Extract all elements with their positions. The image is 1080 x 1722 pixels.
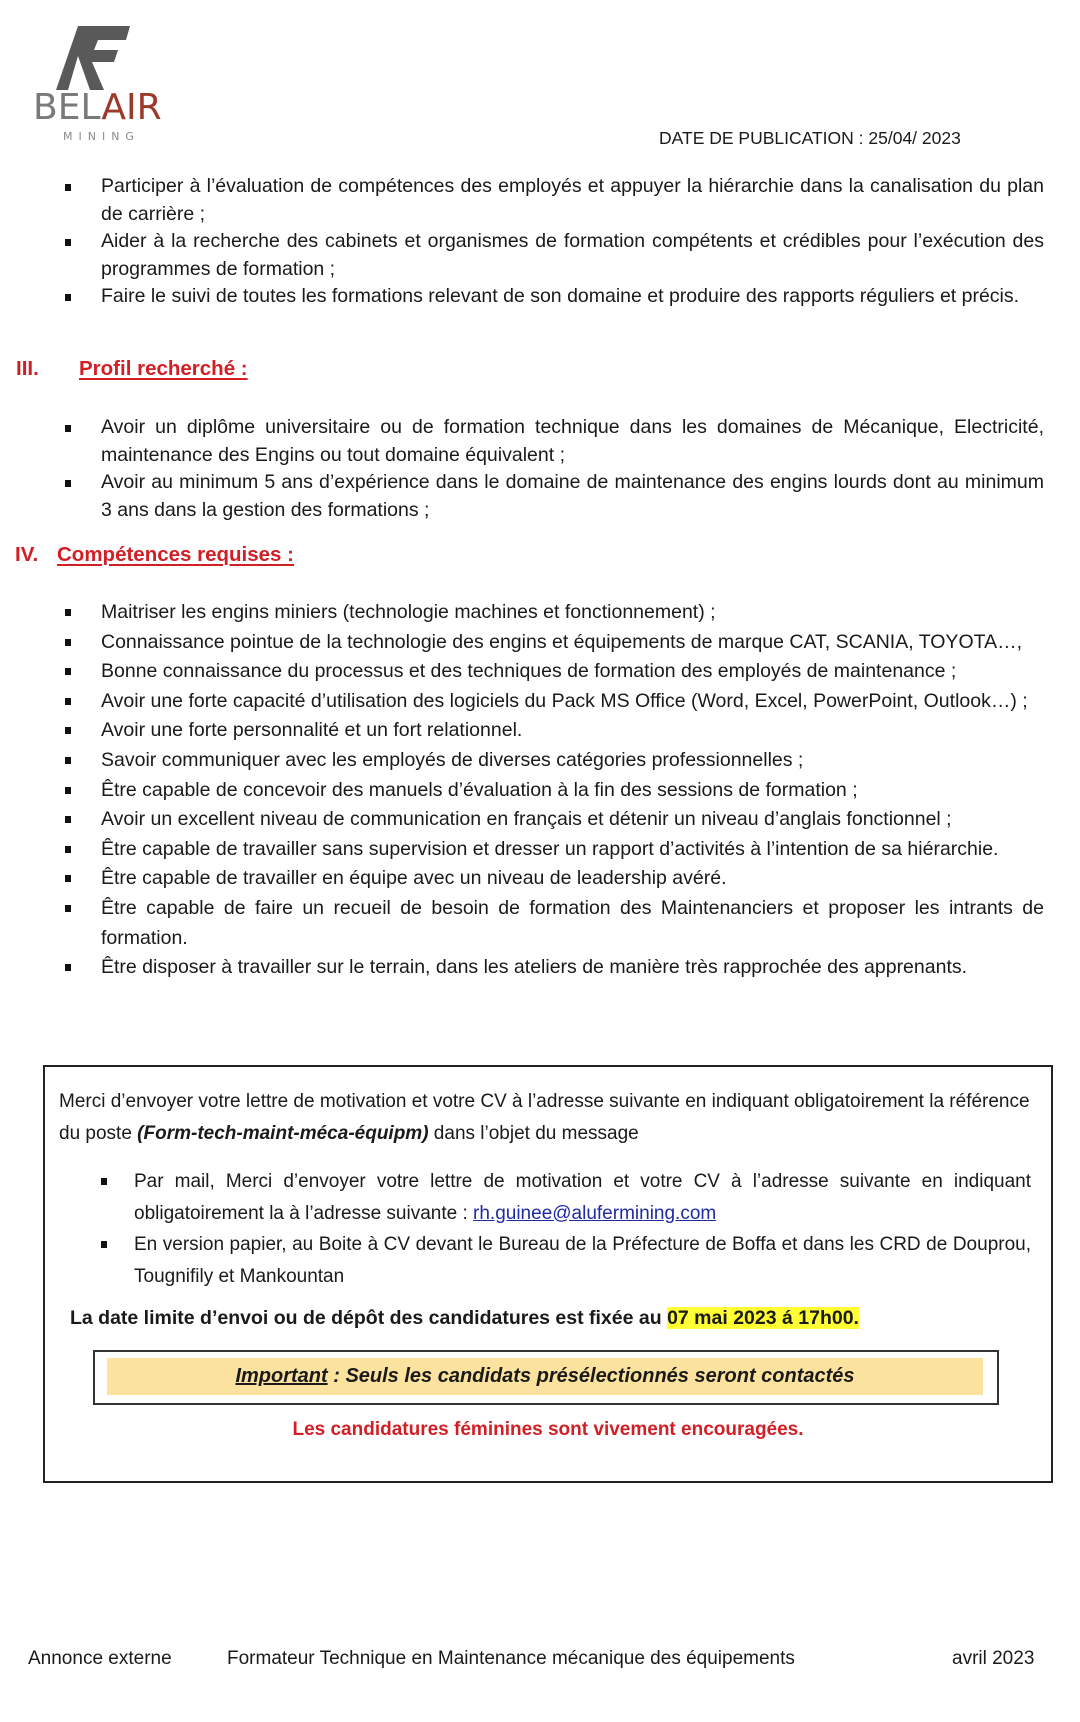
deadline-value: 07 mai 2023 á 17h00. <box>667 1307 859 1329</box>
square-bullet-icon <box>65 698 71 705</box>
footer-left: Annonce externe <box>28 1648 172 1669</box>
deadline-prefix: La date limite d’envoi ou de dépôt des candidatures est fixée au <box>70 1307 668 1329</box>
important-text: : Seuls les candidats présélectionnés seront contactés <box>327 1365 855 1387</box>
list-item-text: Avoir un diplôme universitaire ou de formation technique dans les domaines de Mécanique, Electricité, maintenance des Engins ou tout domaine équivalent ; <box>101 416 1044 466</box>
section-title: Compétences requises : <box>57 543 294 566</box>
list-item <box>0 835 1080 865</box>
footer-right: avril 2023 <box>952 1648 1035 1669</box>
logo-word-air: AIR <box>101 87 162 128</box>
list-item-text: Connaissance pointue de la technologie des engins et équipements de marque CAT, SCANIA, TOYOTA…, <box>101 630 1022 653</box>
list-item <box>0 283 1080 311</box>
important-notice <box>107 1358 983 1395</box>
list-item <box>0 414 1080 469</box>
square-bullet-icon <box>65 425 71 432</box>
square-bullet-icon <box>65 639 71 646</box>
square-bullet-icon <box>65 757 71 764</box>
section-number: IV. <box>15 543 39 566</box>
square-bullet-icon <box>65 816 71 823</box>
list-item <box>0 228 1080 283</box>
deadline-line <box>70 1307 859 1330</box>
square-bullet-icon <box>65 964 71 971</box>
list-item <box>0 894 1080 953</box>
square-bullet-icon <box>65 239 71 246</box>
list-item <box>0 716 1080 746</box>
list-item-text: Participer à l’évaluation de compétences des employés et appuyer la hiérarchie dans la canalisation du plan de carrière ; <box>101 175 1044 225</box>
list-item <box>0 746 1080 776</box>
square-bullet-icon <box>101 1241 107 1248</box>
list-item <box>0 628 1080 658</box>
list-item <box>0 469 1080 524</box>
square-bullet-icon <box>65 905 71 912</box>
list-item <box>0 864 1080 894</box>
section-heading-profil <box>0 357 400 387</box>
square-bullet-icon <box>65 294 71 301</box>
footer-center: Formateur Technique en Maintenance mécanique des équipements <box>227 1648 795 1669</box>
list-item-text: Être capable de concevoir des manuels d’évaluation à la fin des sessions de formation ; <box>101 778 858 801</box>
list-item <box>0 598 1080 628</box>
square-bullet-icon <box>65 875 71 882</box>
list-item-text: Avoir au minimum 5 ans d’expérience dans le domaine de maintenance des engins lourds dont au minimum 3 ans dans la gestion des formations ; <box>101 471 1044 521</box>
responsibilities-list <box>0 173 1080 311</box>
list-item-text: Par mail, Merci d’envoyer votre lettre de motivation et votre CV à l’adresse suivante en indiquant obligatoirement la à l’adresse suivante : <box>134 1171 1031 1224</box>
important-label: Important <box>235 1365 328 1387</box>
list-item-text: Être capable de travailler en équipe avec un niveau de leadership avéré. <box>101 867 727 890</box>
logo-wordmark <box>33 88 162 128</box>
list-item-paper-method <box>45 1229 1051 1292</box>
list-item-text: Maitriser les engins miniers (technologie machines et fonctionnement) ; <box>101 601 716 623</box>
list-item-text: Être capable de faire un recueil de besoin de formation des Maintenanciers et proposer les intrants de formation. <box>101 896 1044 949</box>
square-bullet-icon <box>65 480 71 487</box>
female-applicants-encouragement: Les candidatures féminines sont vivement encouragées. <box>292 1419 804 1440</box>
list-item <box>0 953 1080 983</box>
square-bullet-icon <box>65 668 71 675</box>
section-number: III. <box>16 357 39 380</box>
important-notice-box <box>93 1350 999 1405</box>
application-intro <box>59 1086 1031 1150</box>
publication-date: DATE DE PUBLICATION : 25/04/ 2023 <box>659 128 961 148</box>
profile-list <box>0 414 1080 524</box>
belair-mining-logo <box>30 22 170 150</box>
square-bullet-icon <box>65 787 71 794</box>
square-bullet-icon <box>101 1178 107 1185</box>
email-link[interactable]: rh.guinee@alufermining.com <box>473 1202 717 1224</box>
list-item-text: Être capable de travailler sans supervision et dresser un rapport d’activités à l’intention de sa hiérarchie. <box>101 837 999 860</box>
list-item-text: Être disposer à travailler sur le terrain, dans les ateliers de manière très rapprochée des apprenants. <box>101 956 968 979</box>
logo-word-bel: BEL <box>33 87 102 128</box>
list-item-email-method <box>45 1166 1051 1229</box>
list-item-text: Aider à la recherche des cabinets et organismes de formation compétents et crédibles pour l’exécution des programmes de formation ; <box>101 230 1044 280</box>
list-item <box>0 173 1080 228</box>
job-reference: (Form-tech-maint-méca-équipm) <box>137 1123 429 1144</box>
list-item <box>0 657 1080 687</box>
square-bullet-icon <box>65 609 71 616</box>
belair-af-monogram-icon <box>56 26 134 90</box>
list-item-text: Faire le suivi de toutes les formations relevant de son domaine et produire des rapports réguliers et précis. <box>101 285 1020 307</box>
list-item-text: Avoir une forte personnalité et un fort relationnel. <box>101 719 523 742</box>
list-item-text: Savoir communiquer avec les employés de diverses catégories professionnelles ; <box>101 748 804 771</box>
application-methods-list <box>45 1166 1051 1292</box>
square-bullet-icon <box>65 727 71 734</box>
list-item-text: Avoir une forte capacité d’utilisation des logiciels du Pack MS Office (Word, Excel, PowerPoint, Outlook…) ; <box>101 689 1028 712</box>
logo-subtitle: MINING <box>63 130 140 143</box>
square-bullet-icon <box>65 184 71 191</box>
application-instructions-box <box>43 1065 1053 1483</box>
list-item <box>0 805 1080 835</box>
intro-text: Merci d’envoyer votre lettre de motivation et votre CV à l’adresse suivante en indiquant obligatoirement la référence du poste <box>59 1091 1030 1144</box>
list-item-text: Bonne connaissance du processus et des techniques de formation des employés de maintenance ; <box>101 660 957 683</box>
intro-text-end: dans l’objet du message <box>428 1123 639 1144</box>
square-bullet-icon <box>65 846 71 853</box>
list-item-text: En version papier, au Boite à CV devant le Bureau de la Préfecture de Boffa et dans les CRD de Douprou, Tougnifily et Mankountan <box>134 1234 1031 1287</box>
section-heading-competences <box>0 543 400 573</box>
list-item-text: Avoir un excellent niveau de communication en français et détenir un niveau d’anglais fonctionnel ; <box>101 808 952 831</box>
list-item <box>0 687 1080 717</box>
section-title: Profil recherché : <box>79 357 248 380</box>
list-item <box>0 776 1080 806</box>
competences-list <box>0 598 1080 983</box>
